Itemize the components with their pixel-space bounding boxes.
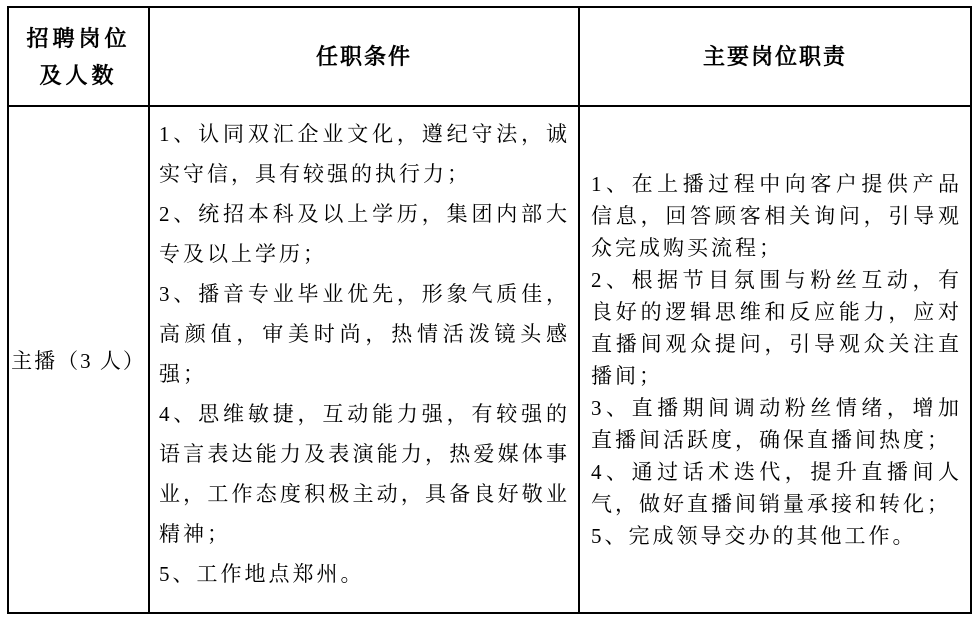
duty-item: 3、直播期间调动粉丝情绪，增加直播间活跃度，确保直播间热度； — [591, 395, 962, 452]
header-requirements-label: 任职条件 — [315, 44, 412, 69]
header-cell-requirements — [150, 8, 580, 107]
header-position-line2: 及人数 — [39, 62, 118, 88]
header-duties-label: 主要岗位职责 — [702, 44, 847, 69]
recruitment-table — [7, 6, 972, 614]
cell-position-anchor — [9, 107, 150, 612]
requirement-item: 2、统招本科及以上学历，集团内部大专及以上学历； — [159, 202, 570, 266]
header-cell-duties — [580, 8, 970, 107]
requirement-item: 5、工作地点郑州。 — [159, 562, 365, 586]
requirement-item: 3、播音专业毕业优先，形象气质佳，高颜值，审美时尚，热情活泼镜头感强； — [159, 282, 570, 386]
header-position-line1: 招聘岗位 — [26, 25, 131, 51]
header-cell-position-count — [9, 8, 150, 107]
duty-item: 2、根据节目氛围与粉丝互动，有良好的逻辑思维和反应能力，应对直播间观众提问，引导观众关注直播间； — [591, 267, 962, 388]
duty-item: 4、通过话术迭代，提升直播间人气，做好直播间销量承接和转化； — [591, 459, 962, 516]
position-label: 主播（3 人） — [11, 348, 146, 373]
duty-item: 5、完成领导交办的其他工作。 — [591, 523, 917, 548]
duty-item: 1、在上播过程中向客户提供产品信息，回答顾客相关询问，引导观众完成购买流程； — [591, 171, 962, 260]
requirement-item: 1、认同双汇企业文化，遵纪守法，诚实守信，具有较强的执行力； — [159, 122, 570, 186]
cell-requirements-list — [150, 107, 580, 612]
requirement-item: 4、思维敏捷，互动能力强，有较强的语言表达能力及表演能力，热爱媒体事业，工作态度积极主动，具备良好敬业精神； — [159, 402, 570, 546]
cell-duties-list — [580, 107, 970, 612]
